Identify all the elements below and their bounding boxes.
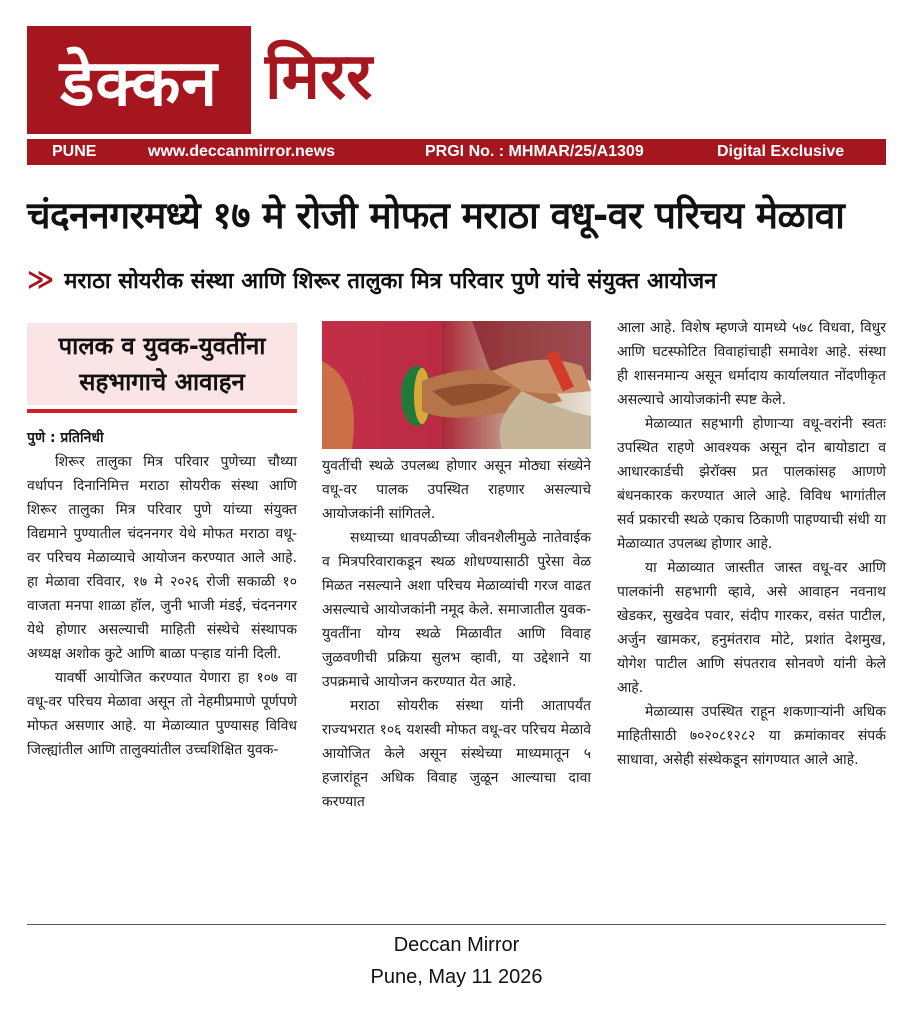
article-column-1 bbox=[27, 426, 297, 762]
paragraph: शिरूर तालुका मित्र परिवार पुणेच्या चौथ्या वर्धापन दिनानिमित्त मराठा सोयरीक संस्था आणि शिरूर तालुका मित्र परिवार पुणे यांच्या संयुक्त विद्यमाने पुण्यातील चंदननगर येथे मोफत मराठा वधू-वर परिचय मेळाव्याचे आयोजन करण्यात आले आहे. हा मेळावा रविवार, १७ मे २०२६ रोजी सकाळी १० वाजता मनपा शाळा हॉल, जुनी भाजी मंडई, चंदननगर येथे होणार असल्याची माहिती संस्थेचे संस्थापक अध्यक्ष अशोक कुटे आणि बाळा पऱ्हाड यांनी दिली. bbox=[27, 454, 297, 662]
paragraph: आला आहे. विशेष म्हणजे यामध्ये ५७८ विधवा, विधुर आणि घटस्फोटित विवाहांचाही समावेश आहे. संस्था ही शासनमान्य असून धर्मादाय कार्यालयात नोंदणीकृत असल्याचे आयोजकांनी स्पष्ट केले. bbox=[617, 320, 886, 408]
wedding-hands-photo bbox=[322, 321, 591, 449]
logo-text-part2: मिरर bbox=[265, 40, 373, 114]
article-column-2 bbox=[322, 454, 591, 814]
prgi-number: PRGI No. : MHMAR/25/A1309 bbox=[425, 143, 644, 160]
footer-publication: Deccan Mirror bbox=[393, 934, 520, 956]
dateline: पुणे : प्रतिनिधी bbox=[27, 430, 104, 446]
masthead-info-bar bbox=[27, 139, 886, 165]
footer-divider bbox=[27, 924, 886, 925]
article-subheadline bbox=[27, 265, 897, 295]
paragraph: युवतींची स्थळे उपलब्ध होणार असून मोठ्या संख्येने वधू-वर पालक उपस्थित राहणार असल्याचे आयोजकांनी सांगितले. bbox=[322, 458, 591, 522]
footer-place-date: Pune, May 11 2026 bbox=[370, 966, 543, 988]
logo-text-part1: डेक्कन bbox=[60, 46, 218, 121]
callout-text: पालक व युवक-युवतींना सहभागाचे आवाहन bbox=[58, 332, 266, 396]
paragraph: मेळाव्यास उपस्थित राहून शकणाऱ्यांनी अधिक माहितीसाठी ७०२०८१२८२ या क्रमांकावर संपर्क साधावा, असेही संस्थेकडून सांगण्यात आले आहे. bbox=[617, 704, 886, 768]
callout-underline bbox=[27, 409, 297, 413]
article-headline: चंदननगरमध्ये १७ मे रोजी मोफत मराठा वधू-वर परिचय मेळावा bbox=[27, 194, 845, 237]
logo-box bbox=[27, 26, 251, 134]
edition-tag: Digital Exclusive bbox=[717, 143, 845, 160]
paragraph: मराठा सोयरीक संस्था यांनी आतापर्यंत राज्यभरात १०६ यशस्वी मोफत वधू-वर परिचय मेळावे आयोजित केले असून संस्थेच्या माध्यमातून ५ हजारांहून अधिक विवाह जुळून आल्याचा दावा करण्यात bbox=[322, 698, 591, 810]
city-label: PUNE bbox=[52, 143, 97, 160]
website-link[interactable]: www.deccanmirror.news bbox=[148, 143, 336, 160]
double-chevron-right-icon: ≫ bbox=[27, 265, 55, 295]
paragraph: या मेळाव्यात जास्तीत जास्त वधू-वर आणि पालकांनी सहभागी व्हावे, असे आवाहन नवनाथ खेडकर, सुखदेव पवार, संदीप गारकर, वसंत पाटील, अर्जुन खामकर, हनुमंतराव मोटे, प्रशांत देशमुख, योगेश पाटील आणि संपतराव सोनवणे यांनी केले आहे. bbox=[617, 560, 886, 696]
callout-box bbox=[27, 323, 297, 405]
paragraph: सध्याच्या धावपळीच्या जीवनशैलीमुळे नातेवाईक व मित्रपरिवाराकडून स्थळ शोधण्यासाठी पुरेसा वेळ मिळत नसल्याने अशा परिचय मेळाव्यांची गरज वाढत असल्याचे आयोजकांनी नमूद केले. समाजातील युवक-युवतींना योग्य स्थळे मिळावीत आणि विवाह जुळवणीची प्रक्रिया सुलभ व्हावी, या उद्देशाने या उपक्रमाचे आयोजन करण्यात येत आहे. bbox=[322, 530, 591, 690]
paragraph: यावर्षी आयोजित करण्यात येणारा हा १०७ वा वधू-वर परिचय मेळावा असून तो नेहमीप्रमाणे पूर्णपणे मोफत असणार आहे. या मेळाव्यात पुण्यासह विविध जिल्ह्यांतील आणि तालुक्यांतील उच्चशिक्षित युवक- bbox=[27, 670, 297, 758]
article-column-3 bbox=[617, 316, 886, 772]
subheadline-text: मराठा सोयरीक संस्था आणि शिरूर तालुका मित्र परिवार पुणे यांचे संयुक्त आयोजन bbox=[64, 269, 717, 294]
paragraph: मेळाव्यात सहभागी होणाऱ्या वधू-वरांनी स्वतः उपस्थित राहणे आवश्यक असून दोन बायोडाटा व आधारकार्डची झेरॉक्स प्रत पालकांसह आणणे बंधनकारक करण्यात आले आहे. विविध भागांतील सर्व प्रकारची स्थळे एकाच ठिकाणी पाहण्याची संधी या मेळाव्यात उपलब्ध होणार आहे. bbox=[617, 416, 886, 552]
